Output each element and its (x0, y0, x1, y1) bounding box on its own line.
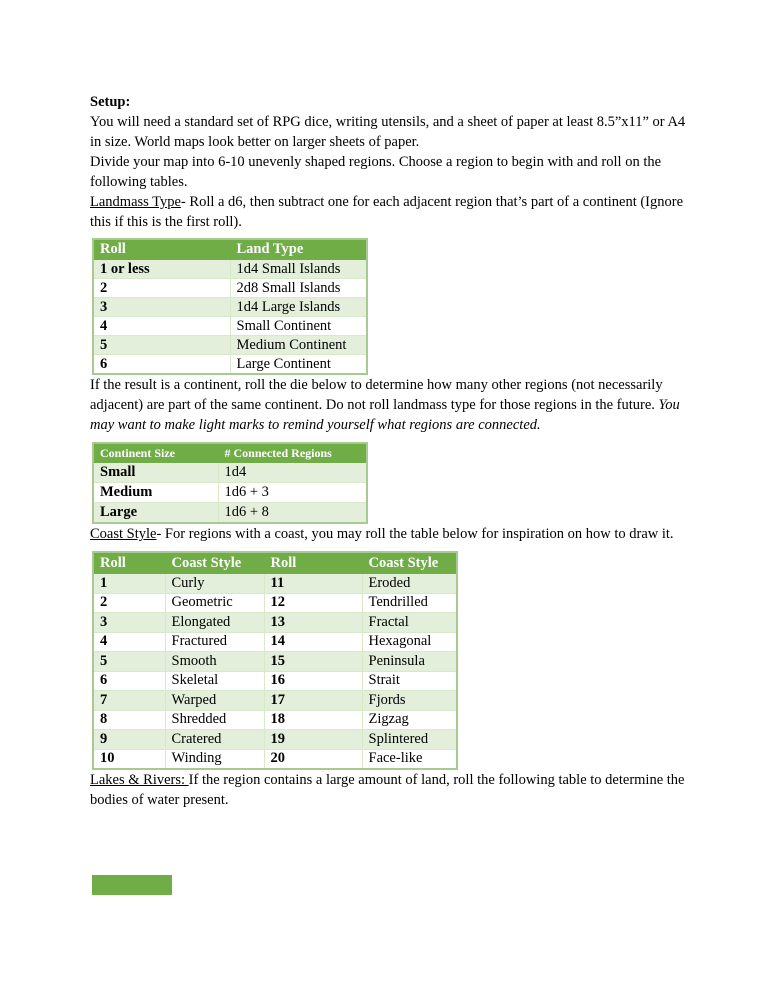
table-cell: Face-like (362, 749, 457, 769)
table-cell: Fjords (362, 691, 457, 711)
table-cell: Fractured (165, 632, 264, 652)
table-cell: Warped (165, 691, 264, 711)
table-header-row (93, 239, 367, 260)
column-header: Coast Style (165, 552, 264, 574)
landmass-lead: Landmass Type (90, 194, 181, 210)
landmass-table (92, 238, 368, 375)
table-header-row (93, 443, 367, 463)
table-row (93, 730, 457, 750)
table-cell: 5 (93, 336, 230, 355)
table-cell: 20 (264, 749, 362, 769)
table-cell: Winding (165, 749, 264, 769)
table-cell: Splintered (362, 730, 457, 750)
table-cell: 19 (264, 730, 362, 750)
coast-style-table (92, 551, 458, 770)
table-cell: 5 (93, 652, 165, 672)
column-header: Land Type (230, 239, 367, 260)
lakes-rest: If the region contains a large amount of land, roll the following table to determine the bodies of water present. (90, 772, 685, 808)
table-cell: Tendrilled (362, 593, 457, 613)
intro-paragraph (90, 112, 690, 152)
table-cell: 16 (264, 671, 362, 691)
table-row (93, 463, 367, 483)
divide-paragraph (90, 152, 690, 192)
table-cell: 2 (93, 279, 230, 298)
lakes-paragraph (90, 770, 690, 810)
table-cell: Peninsula (362, 652, 457, 672)
table-row (93, 317, 367, 336)
table-cell: 1 or less (93, 260, 230, 279)
table-cell: Geometric (165, 593, 264, 613)
landmass-paragraph (90, 192, 690, 232)
next-table-header-sliver (92, 875, 172, 895)
coast-rest: - For regions with a coast, you may roll the table below for inspiration on how to draw it. (156, 526, 674, 542)
column-header: Roll (93, 239, 230, 260)
table-cell: 6 (93, 671, 165, 691)
table-row (93, 749, 457, 769)
table-cell: Hexagonal (362, 632, 457, 652)
table-row (93, 593, 457, 613)
table-cell: 13 (264, 613, 362, 633)
table-cell: 7 (93, 691, 165, 711)
table-cell: 1 (93, 574, 165, 594)
table-header-row (93, 552, 457, 574)
table-cell: 8 (93, 710, 165, 730)
intro-text: You will need a standard set of RPG dice, writing utensils, and a sheet of paper at least 8.5”x11” or A4 in size. World maps look better on larger sheets of paper. (90, 114, 686, 150)
continent-normal: If the result is a continent, roll the die below to determine how many other regions (not necessarily adjacent) are part of the same continent. Do not roll landmass type for those regions in the future. (90, 377, 663, 413)
table-cell: 3 (93, 613, 165, 633)
setup-heading: Setup: (90, 94, 131, 110)
column-header: Continent Size (93, 443, 218, 463)
table-cell: Small Continent (230, 317, 367, 336)
table-cell: Large Continent (230, 355, 367, 375)
table-row (93, 613, 457, 633)
continent-paragraph (90, 375, 690, 435)
table-cell: 11 (264, 574, 362, 594)
table-cell: Eroded (362, 574, 457, 594)
continent-size-table (92, 442, 368, 524)
table-cell: 1d4 Large Islands (230, 298, 367, 317)
table-cell: Skeletal (165, 671, 264, 691)
table-cell: 12 (264, 593, 362, 613)
table-cell: 18 (264, 710, 362, 730)
table-cell: 9 (93, 730, 165, 750)
table-row (93, 632, 457, 652)
column-header: # Connected Regions (218, 443, 367, 463)
table-cell: 1d4 Small Islands (230, 260, 367, 279)
table-cell: 14 (264, 632, 362, 652)
column-header: Coast Style (362, 552, 457, 574)
column-header: Roll (93, 552, 165, 574)
table-cell: Strait (362, 671, 457, 691)
table-cell: Medium (93, 483, 218, 503)
table-row (93, 652, 457, 672)
table-row (93, 503, 367, 524)
table-cell: 1d6 + 8 (218, 503, 367, 524)
landmass-rest: - Roll a d6, then subtract one for each adjacent region that’s part of a continent (Ignore this if this is the first roll). (90, 194, 684, 230)
continent-italic: You may want to make light marks to remind yourself what regions are connected. (90, 397, 680, 433)
table-cell: 1d6 + 3 (218, 483, 367, 503)
table-row (93, 710, 457, 730)
table-cell: 17 (264, 691, 362, 711)
table-cell: Curly (165, 574, 264, 594)
table-cell: Large (93, 503, 218, 524)
coast-lead: Coast Style (90, 526, 157, 542)
table-cell: Fractal (362, 613, 457, 633)
column-header: Roll (264, 552, 362, 574)
table-row (93, 483, 367, 503)
table-row (93, 355, 367, 375)
table-row (93, 279, 367, 298)
table-cell: Shredded (165, 710, 264, 730)
table-cell: Small (93, 463, 218, 483)
table-row (93, 574, 457, 594)
table-row (93, 671, 457, 691)
table-cell: Medium Continent (230, 336, 367, 355)
table-cell: 2 (93, 593, 165, 613)
table-cell: Zigzag (362, 710, 457, 730)
table-cell: 3 (93, 298, 230, 317)
coast-paragraph (90, 524, 690, 544)
lakes-lead: Lakes & Rivers: (90, 772, 189, 788)
divide-text: Divide your map into 6-10 unevenly shaped regions. Choose a region to begin with and roll on the following tables. (90, 154, 662, 190)
table-cell: Elongated (165, 613, 264, 633)
table-row (93, 260, 367, 279)
table-cell: 15 (264, 652, 362, 672)
table-cell: 6 (93, 355, 230, 375)
table-row (93, 691, 457, 711)
table-cell: 4 (93, 632, 165, 652)
table-row (93, 336, 367, 355)
table-cell: Smooth (165, 652, 264, 672)
table-cell: 2d8 Small Islands (230, 279, 367, 298)
table-cell: 4 (93, 317, 230, 336)
table-row (93, 298, 367, 317)
table-cell: 1d4 (218, 463, 367, 483)
table-cell: 10 (93, 749, 165, 769)
table-cell: Cratered (165, 730, 264, 750)
